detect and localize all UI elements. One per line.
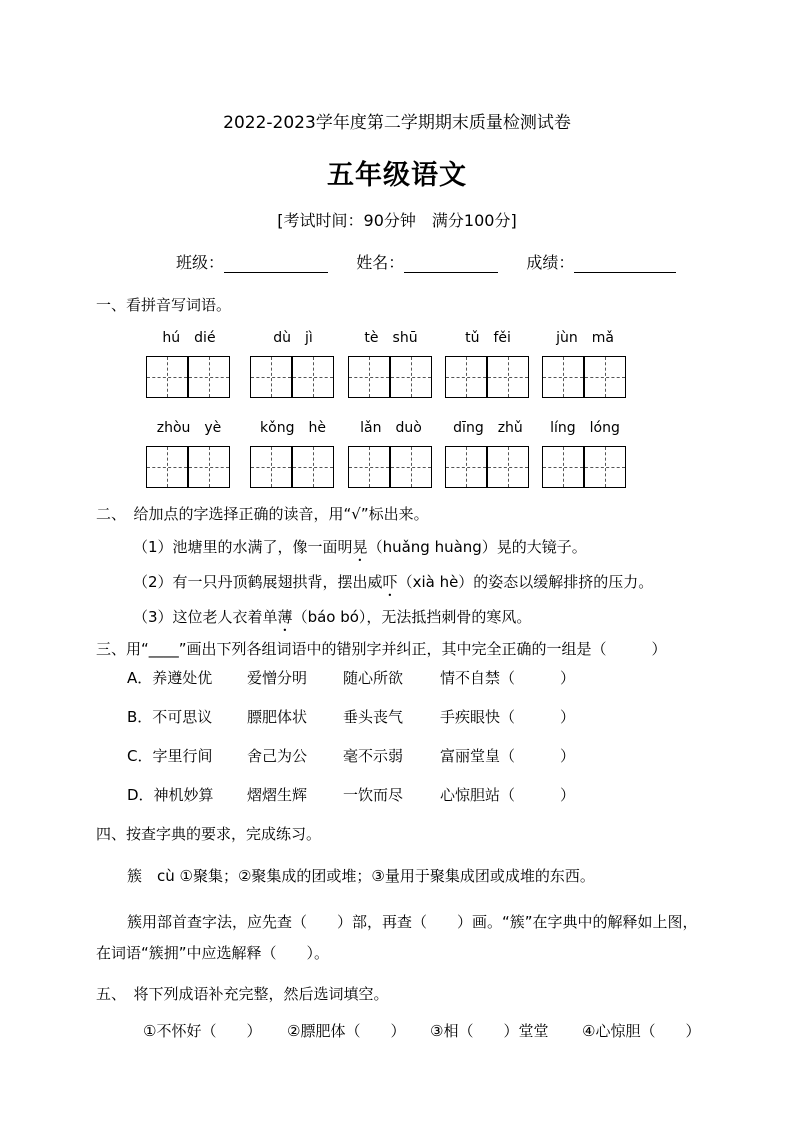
writing-box[interactable]	[292, 356, 334, 398]
option-word: D．神机妙算	[127, 786, 214, 804]
option-word: 垂头丧气	[343, 708, 404, 726]
q4-title: 四、按查字典的要求，完成练习。	[96, 825, 322, 843]
writing-box[interactable]	[188, 446, 230, 488]
subject-title: 五年级语文	[327, 160, 467, 191]
option-word: 随心所欲	[343, 669, 404, 687]
writing-box[interactable]	[146, 356, 188, 398]
option-word: 情不自禁（ ）	[440, 669, 576, 687]
q2-title: 二、 给加点的字选择正确的读音，用“√”标出来。	[96, 505, 429, 523]
q2-item-3[interactable]	[133, 606, 531, 635]
option-word: A．养遵处优	[127, 669, 213, 687]
q4-question-line-1: 簇用部首查字法，应先查（ ）部，再查（ ）画。“簇”在字典中的解释如上图，	[127, 913, 698, 931]
q2-item-text: （báo bó），无法抵挡刺骨的寒风。	[292, 608, 532, 626]
writing-box[interactable]	[390, 356, 432, 398]
class-label: 班级：	[176, 253, 225, 272]
dotted-character: 晃	[352, 538, 368, 556]
name-blank[interactable]	[404, 256, 498, 273]
idiom-item[interactable]: ①不怀好（ ）	[143, 1022, 262, 1040]
dotted-character: 吓	[382, 573, 398, 591]
writing-box[interactable]	[542, 356, 584, 398]
writing-box[interactable]	[584, 446, 626, 488]
writing-box[interactable]	[188, 356, 230, 398]
class-blank[interactable]	[224, 256, 328, 273]
writing-box[interactable]	[348, 446, 390, 488]
q2-item-text: （xià hè）的姿态以缓解排挤的压力。	[397, 573, 654, 591]
option-word: 手疾眼快（ ）	[440, 708, 576, 726]
writing-box[interactable]	[250, 356, 292, 398]
option-word: B．不可思议	[127, 708, 213, 726]
writing-box[interactable]	[445, 446, 487, 488]
writing-box[interactable]	[250, 446, 292, 488]
option-word: 爱憎分明	[247, 669, 308, 687]
idiom-item[interactable]: ②膘肥体（ ）	[287, 1022, 406, 1040]
idiom-item[interactable]: ③相（ ）堂堂	[430, 1022, 549, 1040]
pinyin-item: líng lóng	[550, 420, 620, 436]
option-word: 熠熠生辉	[247, 786, 308, 804]
dotted-character: 薄	[277, 608, 293, 626]
q2-item-text: （huǎng huàng）晃的大镜子。	[367, 538, 587, 556]
q2-item-2[interactable]	[133, 571, 653, 600]
writing-box[interactable]	[487, 446, 529, 488]
q2-item-text: （2）有一只丹顶鹤展翅拱背，摆出威	[133, 573, 383, 591]
writing-box[interactable]	[348, 356, 390, 398]
exam-info: [考试时间：90分钟 满分100分]	[277, 211, 517, 230]
writing-box[interactable]	[292, 446, 334, 488]
student-info-row	[176, 250, 676, 273]
writing-box[interactable]	[445, 356, 487, 398]
option-word: 一饮而尽	[343, 786, 404, 804]
q2-item-1[interactable]	[133, 536, 587, 565]
option-word: C．字里行间	[127, 747, 213, 765]
score-blank[interactable]	[574, 256, 676, 273]
writing-box[interactable]	[584, 356, 626, 398]
pinyin-item: hú dié	[162, 330, 216, 346]
name-label: 姓名：	[356, 253, 405, 272]
q4-question-line-2: 在词语“簇拥”中应选解释（ ）。	[96, 944, 330, 962]
option-word: 膘肥体状	[247, 708, 308, 726]
option-word: 舍己为公	[247, 747, 308, 765]
writing-box[interactable]	[542, 446, 584, 488]
option-word: 心惊胆站（ ）	[440, 786, 576, 804]
q3-title: 三、用“____”画出下列各组词语中的错别字并纠正，其中完全正确的一组是（ ）	[96, 640, 667, 658]
pinyin-item: dù jì	[273, 330, 313, 346]
pinyin-item: tǔ fěi	[465, 330, 511, 346]
idiom-item[interactable]: ④心惊胆（ ）	[582, 1022, 701, 1040]
q2-item-text: （3）这位老人衣着单	[133, 608, 278, 626]
score-label: 成绩：	[526, 253, 575, 272]
pinyin-item: dīng zhǔ	[453, 420, 523, 436]
writing-box[interactable]	[390, 446, 432, 488]
pinyin-item: jùn mǎ	[556, 330, 614, 346]
writing-box[interactable]	[487, 356, 529, 398]
option-word: 毫不示弱	[343, 747, 404, 765]
pinyin-item: tè shū	[364, 330, 418, 346]
q1-title: 一、看拼音写词语。	[96, 296, 232, 314]
q2-item-text: （1）池塘里的水满了，像一面明	[133, 538, 353, 556]
q5-title: 五、 将下列成语补充完整，然后选词填空。	[96, 985, 389, 1003]
dictionary-definition: 簇 cù ①聚集；②聚集成的团或堆；③量用于聚集成团或成堆的东西。	[127, 867, 595, 885]
pinyin-item: zhòu yè	[156, 420, 222, 436]
pinyin-item: lǎn duò	[360, 420, 422, 436]
writing-box[interactable]	[146, 446, 188, 488]
option-word: 富丽堂皇（ ）	[440, 747, 576, 765]
pinyin-item: kǒng hè	[260, 420, 326, 436]
exam-title: 2022-2023学年度第二学期期末质量检测试卷	[223, 113, 571, 133]
